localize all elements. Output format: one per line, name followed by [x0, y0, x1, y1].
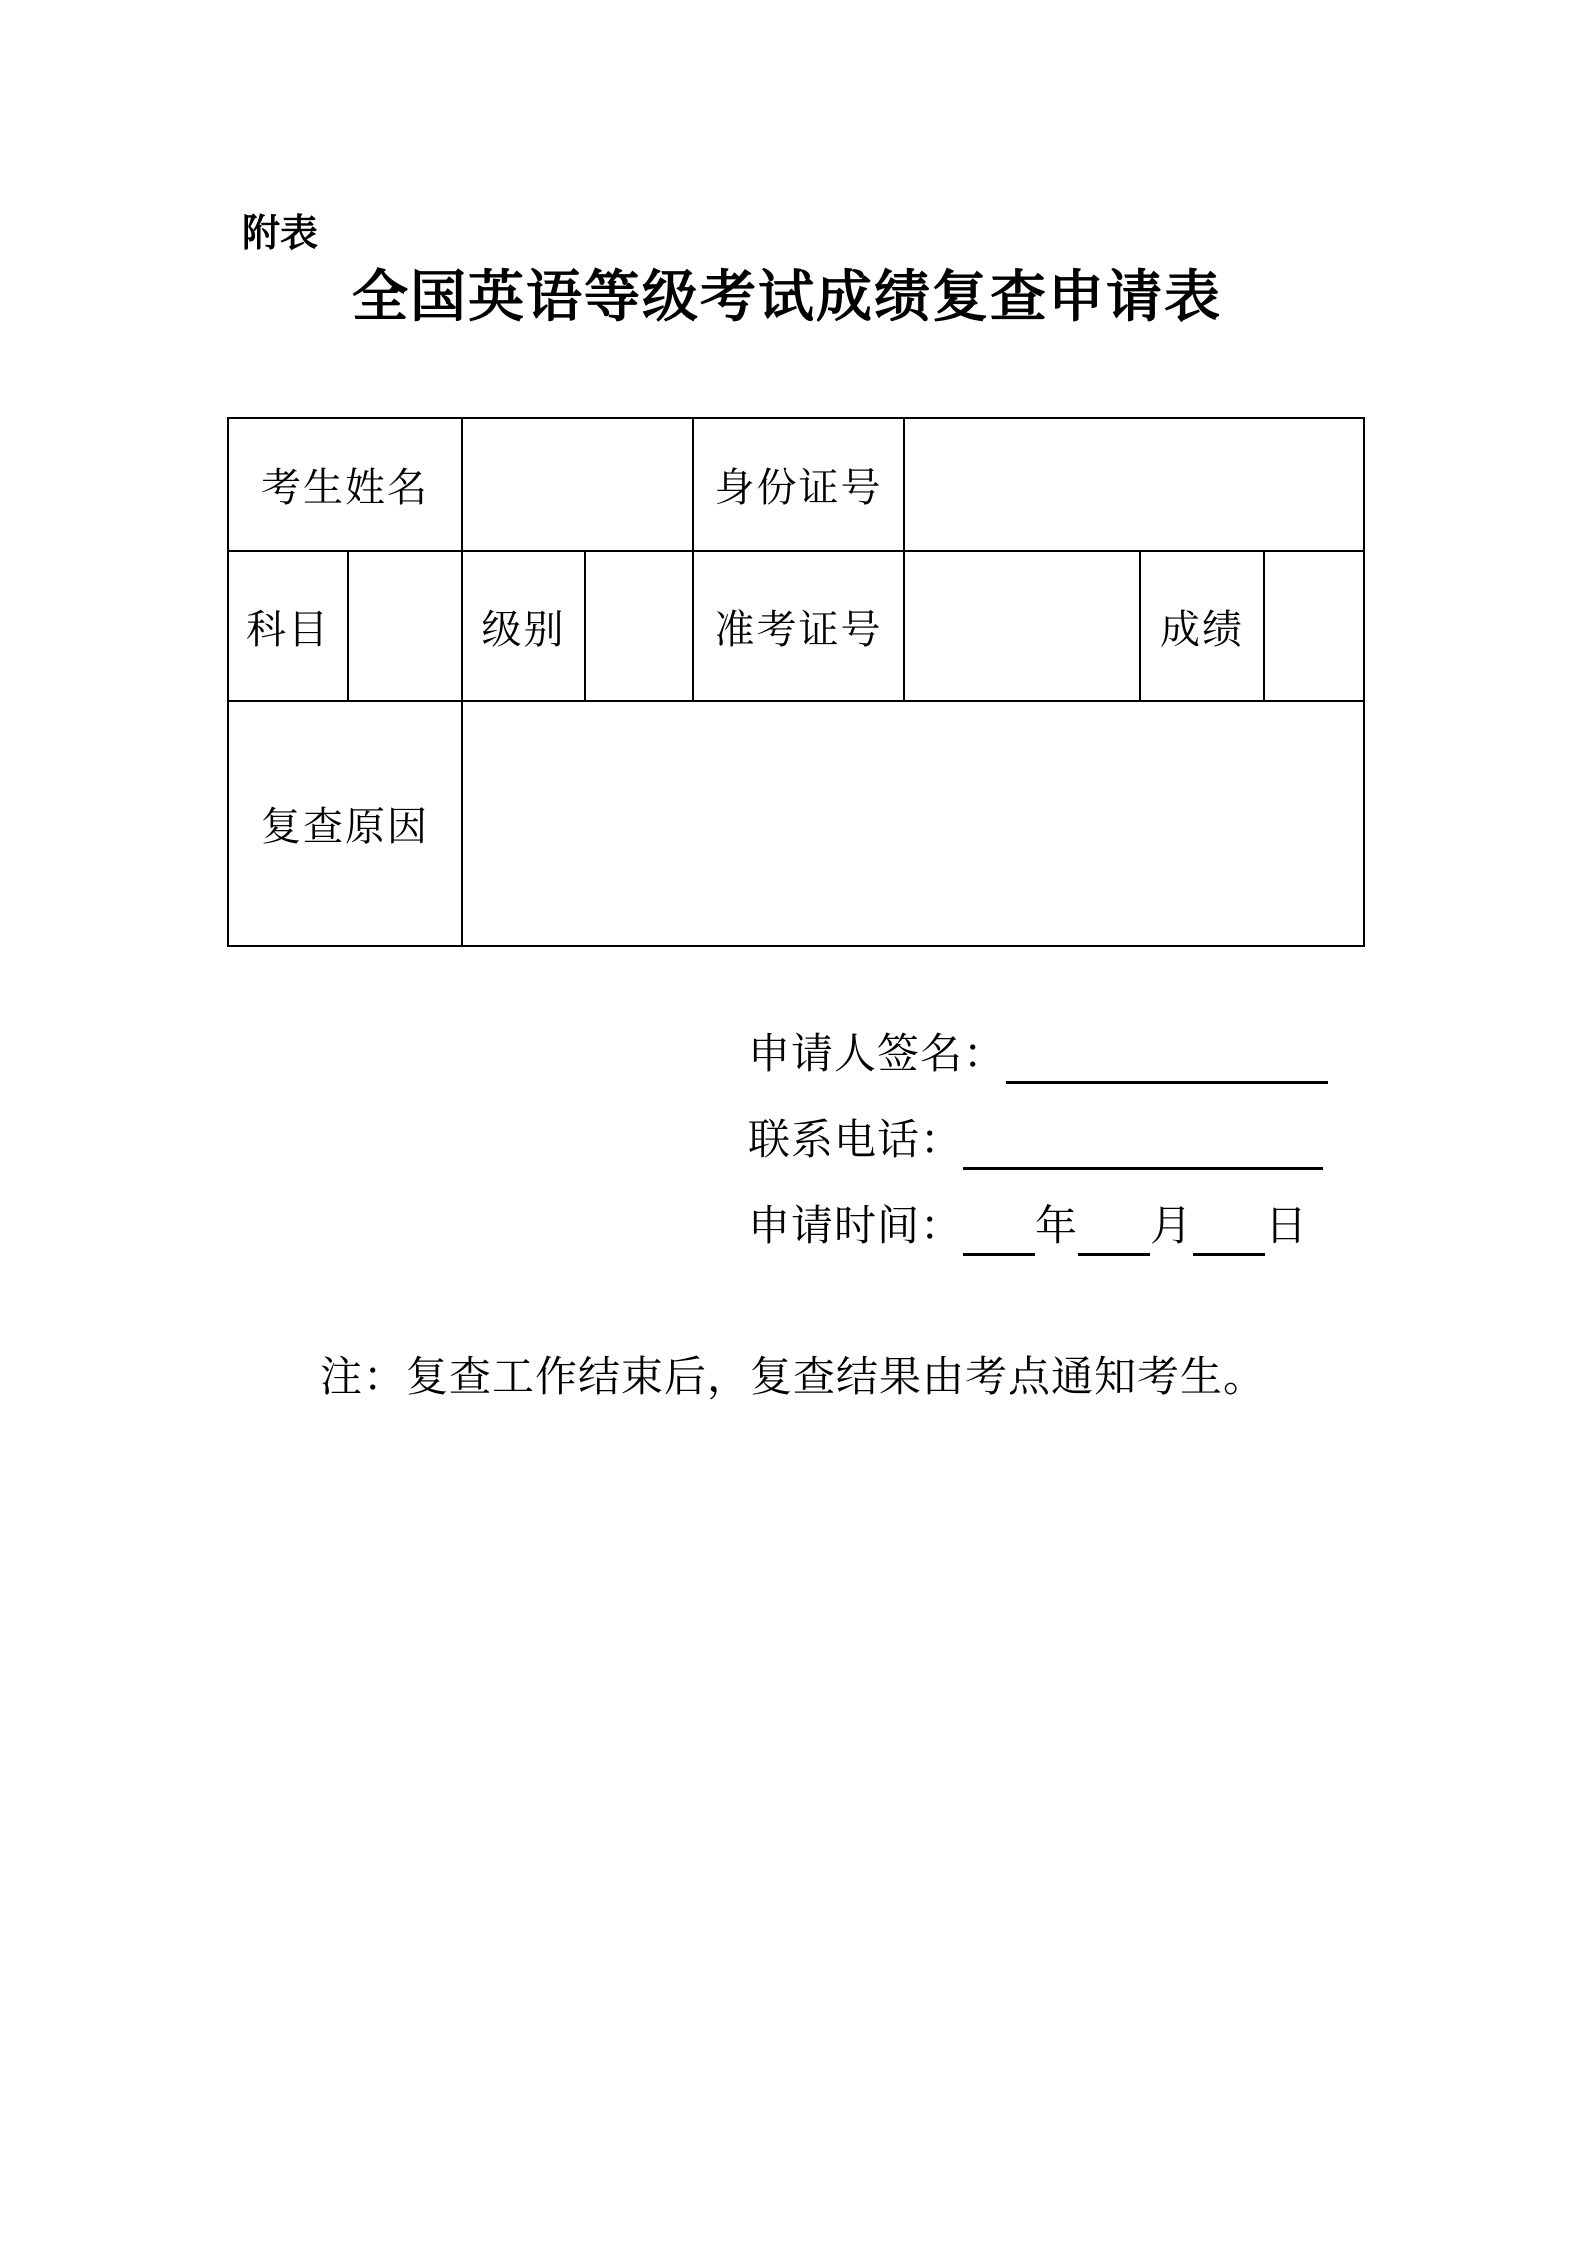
day-suffix-label: 日 — [1265, 1204, 1309, 1250]
examinee-name-value-cell — [462, 418, 693, 551]
signature-blank-line — [1006, 1034, 1328, 1084]
subject-value-cell — [348, 551, 462, 701]
application-date-line — [748, 1198, 1308, 1256]
page-title: 全国英语等级考试成绩复查申请表 — [352, 267, 1222, 329]
day-blank-line — [1193, 1206, 1265, 1256]
id-number-value-cell — [904, 418, 1364, 551]
month-suffix-label: 月 — [1150, 1204, 1194, 1250]
month-blank-line — [1078, 1206, 1150, 1256]
table-row — [228, 701, 1364, 946]
phone-blank-line — [963, 1120, 1323, 1170]
review-reason-label-cell: 复查原因 — [228, 701, 462, 946]
score-value-cell — [1264, 551, 1364, 701]
application-date-label: 申请时间： — [748, 1204, 964, 1250]
subject-label-cell: 科目 — [228, 551, 348, 701]
table-row — [228, 418, 1364, 551]
annex-label: 附表 — [242, 213, 319, 255]
examinee-name-label-cell: 考生姓名 — [228, 418, 462, 551]
review-reason-value-cell — [462, 701, 1364, 946]
footer-note: 注：复查工作结束后，复查结果由考点通知考生。 — [320, 1355, 1267, 1401]
contact-phone-label: 联系电话： — [748, 1118, 964, 1164]
level-label-cell: 级别 — [462, 551, 585, 701]
application-form-table — [227, 417, 1365, 947]
table-row — [228, 551, 1364, 701]
id-number-label-cell: 身份证号 — [693, 418, 904, 551]
score-label-cell: 成绩 — [1140, 551, 1264, 701]
year-blank-line — [963, 1206, 1035, 1256]
admission-ticket-label-cell: 准考证号 — [693, 551, 904, 701]
contact-phone-line — [748, 1112, 1323, 1170]
year-suffix-label: 年 — [1035, 1204, 1079, 1250]
admission-ticket-value-cell — [904, 551, 1140, 701]
applicant-signature-label: 申请人签名： — [748, 1032, 1007, 1078]
applicant-signature-line — [748, 1026, 1328, 1084]
level-value-cell — [585, 551, 693, 701]
